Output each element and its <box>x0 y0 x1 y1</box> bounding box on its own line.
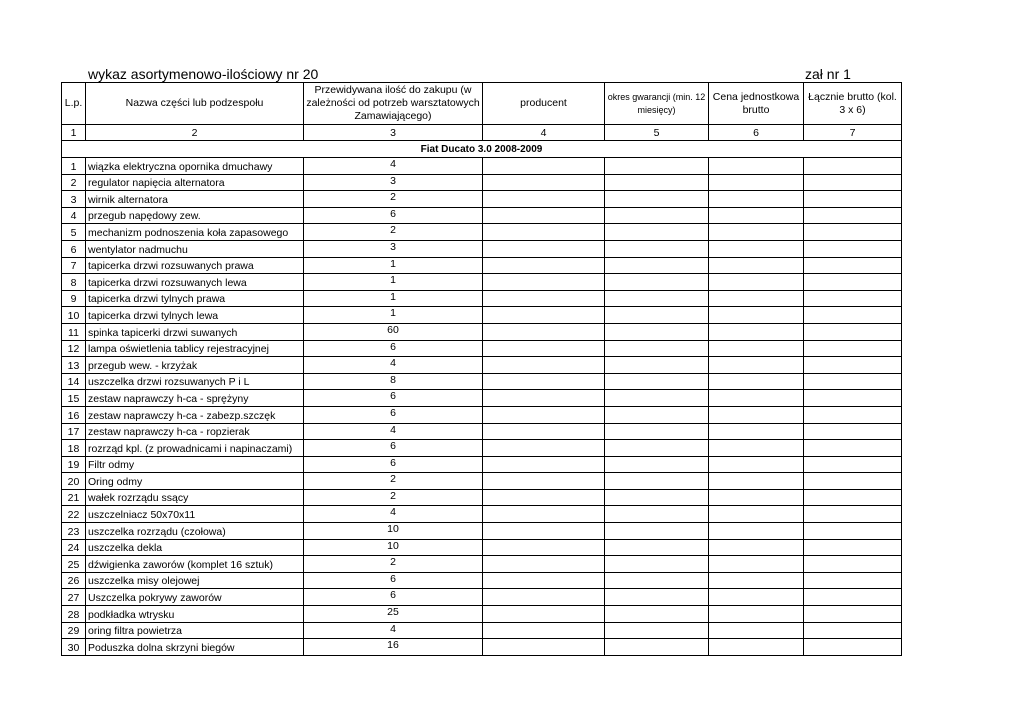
row-warranty <box>605 506 709 523</box>
section-row <box>62 141 902 158</box>
row-producer <box>483 639 605 656</box>
row-total <box>804 440 902 457</box>
col-header-unit-price: Cena jednostkowa brutto <box>709 83 804 125</box>
row-total <box>804 307 902 324</box>
row-lp: 25 <box>62 556 86 573</box>
row-part-name: podkładka wtrysku <box>86 606 304 623</box>
table-row <box>62 340 902 357</box>
row-part-name: lampa oświetlenia tablicy rejestracyjnej <box>86 340 304 357</box>
row-lp: 8 <box>62 274 86 291</box>
row-lp: 16 <box>62 406 86 423</box>
row-producer <box>483 224 605 241</box>
row-lp: 13 <box>62 357 86 374</box>
row-producer <box>483 473 605 490</box>
row-part-name: zestaw naprawczy h-ca - zabezp.szczęk <box>86 406 304 423</box>
row-lp: 22 <box>62 506 86 523</box>
table-row <box>62 473 902 490</box>
table-row <box>62 506 902 523</box>
row-producer <box>483 357 605 374</box>
row-producer <box>483 622 605 639</box>
row-part-name: rozrząd kpl. (z prowadnicami i napinaczami) <box>86 440 304 457</box>
document-title: wykaz asortymenowo-ilościowy nr 20 <box>88 66 319 82</box>
row-warranty <box>605 523 709 540</box>
col-header-name: Nazwa części lub podzespołu <box>86 83 304 125</box>
row-unit-price <box>709 523 804 540</box>
row-part-name: tapicerka drzwi rozsuwanych prawa <box>86 257 304 274</box>
row-total <box>804 456 902 473</box>
table-row <box>62 191 902 208</box>
table-row <box>62 556 902 573</box>
row-total <box>804 639 902 656</box>
table-row <box>62 622 902 639</box>
row-part-name: uszczelka misy olejowej <box>86 572 304 589</box>
row-lp: 11 <box>62 323 86 340</box>
row-lp: 15 <box>62 390 86 407</box>
row-lp: 23 <box>62 523 86 540</box>
row-part-name: wirnik alternatora <box>86 191 304 208</box>
row-quantity: 25 <box>304 606 483 623</box>
table-row <box>62 274 902 291</box>
col-header-quantity: Przewidywana ilość do zakupu (w zależności od potrzeb warsztatowych Zamawiającego) <box>304 83 483 125</box>
row-unit-price <box>709 406 804 423</box>
row-part-name: uszczelka drzwi rozsuwanych P i L <box>86 373 304 390</box>
row-producer <box>483 606 605 623</box>
row-lp: 6 <box>62 240 86 257</box>
row-unit-price <box>709 224 804 241</box>
row-quantity: 6 <box>304 340 483 357</box>
row-lp: 20 <box>62 473 86 490</box>
col-number: 7 <box>804 125 902 141</box>
row-lp: 1 <box>62 158 86 175</box>
row-total <box>804 556 902 573</box>
table-row <box>62 357 902 374</box>
col-number: 2 <box>86 125 304 141</box>
row-quantity: 1 <box>304 290 483 307</box>
section-title: Fiat Ducato 3.0 2008-2009 <box>62 141 902 158</box>
row-warranty <box>605 606 709 623</box>
row-producer <box>483 406 605 423</box>
row-producer <box>483 539 605 556</box>
row-producer <box>483 207 605 224</box>
row-part-name: Filtr odmy <box>86 456 304 473</box>
row-producer <box>483 489 605 506</box>
row-producer <box>483 240 605 257</box>
row-warranty <box>605 290 709 307</box>
column-number-row <box>62 125 902 141</box>
row-part-name: uszczelka rozrządu (czołowa) <box>86 523 304 540</box>
annex-label: zał nr 1 <box>805 66 851 82</box>
row-warranty <box>605 406 709 423</box>
row-total <box>804 506 902 523</box>
row-lp: 2 <box>62 174 86 191</box>
row-quantity: 4 <box>304 357 483 374</box>
table-row <box>62 539 902 556</box>
table-row <box>62 639 902 656</box>
row-total <box>804 191 902 208</box>
row-quantity: 6 <box>304 390 483 407</box>
table-row <box>62 406 902 423</box>
row-lp: 18 <box>62 440 86 457</box>
row-total <box>804 290 902 307</box>
row-lp: 30 <box>62 639 86 656</box>
row-unit-price <box>709 423 804 440</box>
row-producer <box>483 423 605 440</box>
col-number: 4 <box>483 125 605 141</box>
row-producer <box>483 158 605 175</box>
table-row <box>62 390 902 407</box>
row-warranty <box>605 556 709 573</box>
row-warranty <box>605 174 709 191</box>
table-body <box>62 158 902 656</box>
row-warranty <box>605 224 709 241</box>
table-row <box>62 523 902 540</box>
row-warranty <box>605 539 709 556</box>
row-total <box>804 572 902 589</box>
row-total <box>804 340 902 357</box>
row-part-name: mechanizm podnoszenia koła zapasowego <box>86 224 304 241</box>
row-warranty <box>605 240 709 257</box>
row-total <box>804 357 902 374</box>
row-lp: 26 <box>62 572 86 589</box>
row-lp: 17 <box>62 423 86 440</box>
row-unit-price <box>709 456 804 473</box>
row-producer <box>483 373 605 390</box>
row-lp: 19 <box>62 456 86 473</box>
row-warranty <box>605 390 709 407</box>
row-part-name: regulator napięcia alternatora <box>86 174 304 191</box>
row-producer <box>483 572 605 589</box>
row-unit-price <box>709 274 804 291</box>
col-header-total: Łącznie brutto (kol. 3 x 6) <box>804 83 902 125</box>
row-unit-price <box>709 240 804 257</box>
row-lp: 9 <box>62 290 86 307</box>
table-row <box>62 440 902 457</box>
row-lp: 24 <box>62 539 86 556</box>
col-number: 5 <box>605 125 709 141</box>
row-quantity: 2 <box>304 224 483 241</box>
row-total <box>804 589 902 606</box>
row-total <box>804 423 902 440</box>
row-warranty <box>605 373 709 390</box>
row-producer <box>483 390 605 407</box>
row-total <box>804 473 902 490</box>
row-warranty <box>605 639 709 656</box>
row-producer <box>483 307 605 324</box>
row-total <box>804 274 902 291</box>
row-lp: 21 <box>62 489 86 506</box>
row-producer <box>483 323 605 340</box>
row-unit-price <box>709 290 804 307</box>
row-unit-price <box>709 357 804 374</box>
row-total <box>804 174 902 191</box>
row-total <box>804 390 902 407</box>
row-unit-price <box>709 373 804 390</box>
row-part-name: zestaw naprawczy h-ca - ropzierak <box>86 423 304 440</box>
col-number: 3 <box>304 125 483 141</box>
row-quantity: 2 <box>304 556 483 573</box>
table-row <box>62 174 902 191</box>
row-unit-price <box>709 207 804 224</box>
row-warranty <box>605 572 709 589</box>
row-unit-price <box>709 340 804 357</box>
row-total <box>804 622 902 639</box>
row-producer <box>483 589 605 606</box>
row-unit-price <box>709 174 804 191</box>
row-producer <box>483 191 605 208</box>
row-unit-price <box>709 158 804 175</box>
row-quantity: 2 <box>304 473 483 490</box>
row-quantity: 2 <box>304 191 483 208</box>
row-unit-price <box>709 589 804 606</box>
table-row <box>62 158 902 175</box>
row-quantity: 6 <box>304 440 483 457</box>
row-warranty <box>605 440 709 457</box>
row-quantity: 6 <box>304 406 483 423</box>
table-row <box>62 423 902 440</box>
row-warranty <box>605 307 709 324</box>
row-unit-price <box>709 257 804 274</box>
row-producer <box>483 523 605 540</box>
row-unit-price <box>709 489 804 506</box>
row-lp: 4 <box>62 207 86 224</box>
row-part-name: uszczelka dekla <box>86 539 304 556</box>
row-total <box>804 406 902 423</box>
row-total <box>804 373 902 390</box>
row-unit-price <box>709 473 804 490</box>
row-unit-price <box>709 572 804 589</box>
row-unit-price <box>709 307 804 324</box>
row-quantity: 60 <box>304 323 483 340</box>
row-quantity: 8 <box>304 373 483 390</box>
row-unit-price <box>709 639 804 656</box>
row-total <box>804 489 902 506</box>
row-warranty <box>605 622 709 639</box>
col-header-warranty: okres gwarancji (min. 12 miesięcy) <box>605 83 709 125</box>
row-part-name: Uszczelka pokrywy zaworów <box>86 589 304 606</box>
row-quantity: 1 <box>304 257 483 274</box>
row-warranty <box>605 456 709 473</box>
row-quantity: 6 <box>304 456 483 473</box>
row-producer <box>483 274 605 291</box>
row-unit-price <box>709 622 804 639</box>
row-unit-price <box>709 191 804 208</box>
row-unit-price <box>709 506 804 523</box>
row-unit-price <box>709 440 804 457</box>
row-part-name: spinka tapicerki drzwi suwanych <box>86 323 304 340</box>
row-quantity: 1 <box>304 307 483 324</box>
row-producer <box>483 440 605 457</box>
row-warranty <box>605 473 709 490</box>
row-part-name: przegub wew. - krzyżak <box>86 357 304 374</box>
table-row <box>62 240 902 257</box>
row-warranty <box>605 207 709 224</box>
row-quantity: 4 <box>304 423 483 440</box>
row-warranty <box>605 489 709 506</box>
table-row <box>62 290 902 307</box>
row-total <box>804 606 902 623</box>
row-lp: 14 <box>62 373 86 390</box>
table-row <box>62 373 902 390</box>
row-quantity: 4 <box>304 158 483 175</box>
table-row <box>62 589 902 606</box>
col-number: 1 <box>62 125 86 141</box>
table-row <box>62 323 902 340</box>
row-total <box>804 539 902 556</box>
row-warranty <box>605 357 709 374</box>
row-total <box>804 240 902 257</box>
row-part-name: Poduszka dolna skrzyni biegów <box>86 639 304 656</box>
row-total <box>804 257 902 274</box>
row-part-name: uszczelniacz 50x70x11 <box>86 506 304 523</box>
row-total <box>804 158 902 175</box>
row-quantity: 3 <box>304 240 483 257</box>
row-producer <box>483 290 605 307</box>
row-warranty <box>605 589 709 606</box>
assortment-table <box>61 82 902 656</box>
table-row <box>62 606 902 623</box>
row-producer <box>483 174 605 191</box>
table-row <box>62 489 902 506</box>
row-warranty <box>605 257 709 274</box>
row-part-name: Oring odmy <box>86 473 304 490</box>
row-part-name: wiązka elektryczna opornika dmuchawy <box>86 158 304 175</box>
row-total <box>804 224 902 241</box>
table-row <box>62 456 902 473</box>
row-total <box>804 207 902 224</box>
col-header-producer: producent <box>483 83 605 125</box>
row-lp: 10 <box>62 307 86 324</box>
row-total <box>804 323 902 340</box>
table-row <box>62 224 902 241</box>
row-quantity: 6 <box>304 589 483 606</box>
row-part-name: tapicerka drzwi tylnych prawa <box>86 290 304 307</box>
row-part-name: dźwigienka zaworów (komplet 16 sztuk) <box>86 556 304 573</box>
row-unit-price <box>709 606 804 623</box>
row-unit-price <box>709 390 804 407</box>
row-producer <box>483 506 605 523</box>
row-quantity: 1 <box>304 274 483 291</box>
row-part-name: wałek rozrządu ssący <box>86 489 304 506</box>
row-warranty <box>605 423 709 440</box>
table-row <box>62 307 902 324</box>
row-lp: 3 <box>62 191 86 208</box>
table-row <box>62 207 902 224</box>
row-lp: 27 <box>62 589 86 606</box>
row-warranty <box>605 340 709 357</box>
row-part-name: tapicerka drzwi rozsuwanych lewa <box>86 274 304 291</box>
row-producer <box>483 556 605 573</box>
col-number: 6 <box>709 125 804 141</box>
row-quantity: 6 <box>304 572 483 589</box>
row-lp: 12 <box>62 340 86 357</box>
row-quantity: 10 <box>304 523 483 540</box>
row-lp: 5 <box>62 224 86 241</box>
row-warranty <box>605 323 709 340</box>
row-part-name: wentylator nadmuchu <box>86 240 304 257</box>
row-unit-price <box>709 323 804 340</box>
row-warranty <box>605 191 709 208</box>
row-part-name: oring filtra powietrza <box>86 622 304 639</box>
row-quantity: 3 <box>304 174 483 191</box>
row-quantity: 6 <box>304 207 483 224</box>
row-quantity: 16 <box>304 639 483 656</box>
row-unit-price <box>709 556 804 573</box>
row-quantity: 4 <box>304 506 483 523</box>
header-row <box>62 83 902 125</box>
row-lp: 29 <box>62 622 86 639</box>
row-lp: 7 <box>62 257 86 274</box>
row-producer <box>483 257 605 274</box>
row-part-name: tapicerka drzwi tylnych lewa <box>86 307 304 324</box>
row-total <box>804 523 902 540</box>
row-warranty <box>605 158 709 175</box>
row-unit-price <box>709 539 804 556</box>
row-part-name: zestaw naprawczy h-ca - sprężyny <box>86 390 304 407</box>
row-quantity: 4 <box>304 622 483 639</box>
table-row <box>62 257 902 274</box>
row-quantity: 2 <box>304 489 483 506</box>
col-header-lp: L.p. <box>62 83 86 125</box>
row-producer <box>483 340 605 357</box>
row-lp: 28 <box>62 606 86 623</box>
table-row <box>62 572 902 589</box>
row-quantity: 10 <box>304 539 483 556</box>
row-part-name: przegub napędowy zew. <box>86 207 304 224</box>
row-warranty <box>605 274 709 291</box>
row-producer <box>483 456 605 473</box>
